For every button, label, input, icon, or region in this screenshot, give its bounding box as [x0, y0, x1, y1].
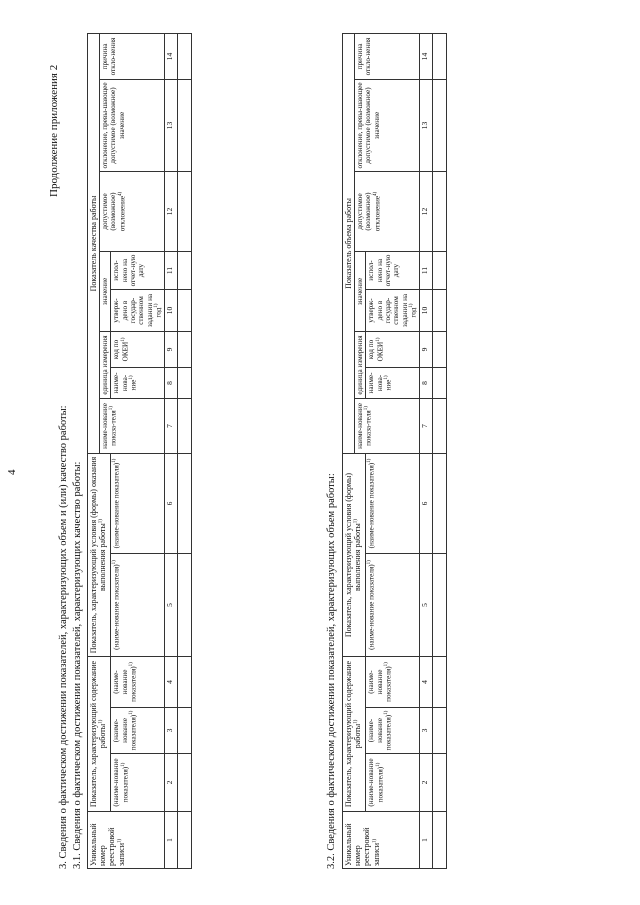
th-name-5: (наиме-нование показателя)$^{1)}$	[366, 454, 419, 554]
col-num: 12	[164, 172, 177, 252]
th-approved: утверж-дено в государ-ственном задании на год$^{1)}$	[111, 290, 164, 332]
col-num: 10	[164, 290, 177, 332]
th-volume-indicator: Показатель объема работы	[343, 34, 355, 454]
section-3-title: 3. Сведения о фактическом достижении показателей, характеризующих объем и (или) качество работы:	[58, 405, 69, 869]
col-num: 4	[419, 657, 432, 708]
col-num: 3	[164, 708, 177, 754]
col-num: 1	[164, 812, 177, 869]
th-value: значение	[100, 252, 111, 332]
col-num: 11	[164, 252, 177, 290]
th-name-1: (наиме-нование показателя)$^{1)}$	[366, 754, 419, 812]
th-name-3: (наиме-нование показателя)$^{1)}$	[366, 657, 419, 708]
col-num: 14	[419, 34, 432, 80]
section-31-title: 3.1. Сведения о фактическом достижении показателей, характеризующих качество работы:	[72, 461, 83, 869]
col-num: 2	[164, 754, 177, 812]
th-indicator-name: наиме-нование показа-теля$^{1)}$	[355, 399, 419, 454]
col-num: 8	[419, 368, 432, 399]
col-num: 11	[419, 252, 432, 290]
th-excess-deviation: отклонение, превы-шающее допустимое (возможное) значение	[100, 80, 164, 172]
th-quality-indicator: Показатель качества работы	[88, 34, 100, 454]
empty-row	[432, 34, 446, 869]
col-num: 7	[419, 399, 432, 454]
th-name-4: (наиме-нование показателя)$^{1)}$	[366, 554, 419, 657]
th-allowed-deviation: допустимое (возможное) отклонение$^{4)}$	[355, 172, 419, 252]
th-value: значение	[355, 252, 366, 332]
th-name-3: (наиме-нование показателя)$^{1)}$	[111, 657, 164, 708]
col-num: 5	[419, 554, 432, 657]
empty-row	[177, 34, 191, 869]
th-name-2: (наиме-нование показателя)$^{1)}$	[366, 708, 419, 754]
th-unit-name: наиме-нова-ние$^{1)}$	[366, 368, 419, 399]
col-num: 5	[164, 554, 177, 657]
th-excess-deviation: отклонение, превы-шающее допустимое (возможное) значение	[355, 80, 419, 172]
col-num: 8	[164, 368, 177, 399]
col-num: 7	[164, 399, 177, 454]
th-name-4: (наиме-нование показателя)$^{1)}$	[111, 554, 164, 657]
col-num: 9	[164, 332, 177, 368]
col-num: 1	[419, 812, 432, 869]
col-num: 3	[419, 708, 432, 754]
quality-table	[87, 33, 192, 869]
col-num: 4	[164, 657, 177, 708]
col-num: 6	[164, 454, 177, 554]
volume-table	[342, 33, 447, 869]
col-num: 13	[164, 80, 177, 172]
col-num: 2	[419, 754, 432, 812]
th-approved: утверж-дено в государ-ственном задании на год$^{1)}$	[366, 290, 419, 332]
th-measure-unit: единица измерения	[355, 332, 366, 399]
col-num: 9	[419, 332, 432, 368]
th-unit-name: наиме-нова-ние$^{1)}$	[111, 368, 164, 399]
th-executed: испол-нено на отчет-ную дату	[366, 252, 419, 290]
th-unique-number: Уникальный номер реестровой записи$^{1)}$	[343, 812, 420, 869]
th-okei-code: код по ОКЕИ$^{1)}$	[111, 332, 164, 368]
th-allowed-deviation: допустимое (возможное) отклонение$^{4)}$	[100, 172, 164, 252]
continuation-label: Продолжение приложения 2	[48, 64, 60, 197]
th-okei-code: код по ОКЕИ$^{1)}$	[366, 332, 419, 368]
th-content-indicator: Показатель, характеризующий содержание работы$^{1)}$	[88, 657, 111, 812]
col-num: 14	[164, 34, 177, 80]
th-conditions-indicator: Показатель, характеризующий условия (формы) оказания выполнения работы$^{1)}$	[88, 454, 111, 657]
page-number: 4	[6, 469, 18, 475]
section-32-title: 3.2. Сведения о фактическом достижении показателей, характеризующих объем работы:	[326, 473, 337, 869]
col-num: 13	[419, 80, 432, 172]
th-executed: испол-нено на отчет-ную дату	[111, 252, 164, 290]
col-num: 10	[419, 290, 432, 332]
th-reason: причина откло-нения	[100, 34, 164, 80]
col-num: 6	[419, 454, 432, 554]
th-conditions-indicator: Показатель, характеризующий условия (формы) выполнения работы$^{1)}$	[343, 454, 366, 657]
th-name-1: (наиме-нование показателя)$^{1)}$	[111, 754, 164, 812]
col-num: 12	[419, 172, 432, 252]
column-numbers-row	[419, 34, 432, 869]
th-reason: причина откло-нения	[355, 34, 419, 80]
th-name-2: (наиме-нование показателя)$^{1)}$	[111, 708, 164, 754]
column-numbers-row	[164, 34, 177, 869]
th-name-5: (наиме-нование показателя)$^{1)}$	[111, 454, 164, 554]
th-measure-unit: единица измерения	[100, 332, 111, 399]
th-indicator-name: наиме-нование показа-теля$^{1)}$	[100, 399, 164, 454]
th-unique-number: Уникальный номер реестровой записи$^{1)}$	[88, 812, 165, 869]
th-content-indicator: Показатель, характеризующий содержание работы$^{1)}$	[343, 657, 366, 812]
